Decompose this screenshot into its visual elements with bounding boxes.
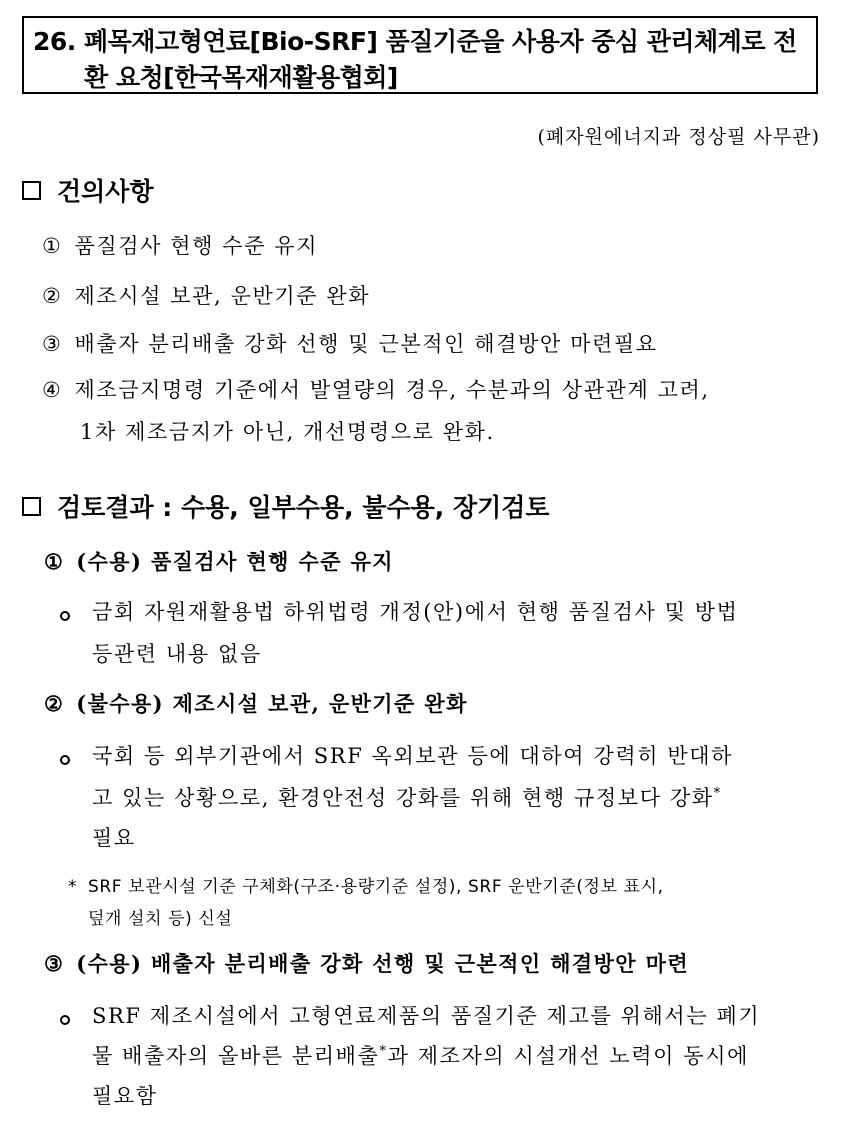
item-number: ②: [42, 284, 63, 308]
item-number: ③: [42, 332, 63, 356]
result-2-note-line-1: [68, 872, 664, 897]
result-1-bullet-line-2: 등관련 내용 없음: [92, 642, 262, 666]
review-heading: [22, 488, 550, 524]
proposal-item-text: 제조금지명령 기준에서 발열량의 경우, 수분과의 상관관계 고려,: [74, 378, 710, 402]
proposal-item-3: [42, 328, 658, 358]
result-2-bullet-line-2-text: 고 있는 상황으로, 환경안전성 강화를 위해 현행 규정보다 강화: [92, 786, 714, 810]
item-number: ①: [44, 549, 65, 574]
proposal-item-1: [42, 230, 318, 260]
result-2-bullet-line-2: [92, 782, 722, 812]
result-title-text: (수용) 배출자 분리배출 강화 선행 및 근본적인 해결방안 마련: [76, 951, 690, 976]
title-line-2: 환 요청[한국목재재활용협회]: [84, 63, 398, 92]
bullet-circle-icon: [60, 602, 70, 626]
item-number: ②: [44, 691, 65, 716]
item-number: ④: [42, 378, 63, 402]
proposal-heading-text: 건의사항: [57, 177, 154, 206]
checkbox-square-icon: [22, 181, 41, 200]
checkbox-square-icon: [22, 497, 41, 516]
title-line-1: 26. 폐목재고형연료[Bio-SRF] 품질기준을 사용자 중심 관리체계로 전: [33, 27, 797, 56]
review-result-3-title: [44, 948, 689, 978]
result-2-bullet-line-3: 필요: [92, 826, 136, 850]
result-title-text: (불수용) 제조시설 보관, 운반기준 완화: [76, 691, 468, 716]
result-1-bullet-line-1: 금회 자원재활용법 하위법령 개정(안)에서 현행 품질검사 및 방법: [92, 600, 739, 624]
footnote-marker: *: [713, 786, 722, 801]
result-3-bullet-line-2: [92, 1040, 749, 1070]
bullet-circle-icon: [60, 746, 70, 770]
review-heading-text: 검토결과 : 수용, 일부수용, 불수용, 장기검토: [57, 493, 550, 522]
proposal-item-text: 제조시설 보관, 운반기준 완화: [74, 284, 371, 308]
result-3-bullet-line-2b: 과 제조자의 시설개선 노력이 동시에: [387, 1044, 749, 1068]
result-3-bullet-line-1: SRF 제조시설에서 고형연료제품의 품질기준 제고를 위해서는 폐기: [92, 1004, 761, 1028]
result-2-bullet-line-1: 국회 등 외부기관에서 SRF 옥외보관 등에 대하여 강력히 반대하: [92, 744, 734, 768]
review-result-2-title: [44, 688, 468, 718]
note-star: *: [68, 877, 78, 897]
item-number: ①: [42, 234, 63, 258]
proposal-item-4-continuation: 1차 제조금지가 아닌, 개선명령으로 완화.: [80, 420, 495, 444]
proposal-item-4: [42, 374, 710, 404]
note-text: SRF 보관시설 기준 구체화(구조·용량기준 설정), SRF 운반기준(정보 표시,: [88, 877, 664, 897]
result-2-note-line-2: 덮개 설치 등) 신설: [88, 909, 233, 929]
author-line: (폐자원에너지과 정상필 사무관): [537, 126, 820, 148]
result-3-bullet-line-2a: 물 배출자의 올바른 분리배출: [92, 1044, 380, 1068]
title-box: [22, 16, 818, 94]
proposal-item-2: [42, 280, 370, 310]
proposal-item-text: 배출자 분리배출 강화 선행 및 근본적인 해결방안 마련필요: [74, 332, 658, 356]
review-result-1-title: [44, 546, 394, 576]
proposal-heading: [22, 172, 154, 208]
result-3-bullet-line-3: 필요함: [92, 1084, 158, 1108]
proposal-item-text: 품질검사 현행 수준 유지: [74, 234, 319, 258]
bullet-circle-icon: [60, 1006, 70, 1030]
footnote-marker: *: [379, 1044, 388, 1059]
result-title-text: (수용) 품질검사 현행 수준 유지: [76, 549, 394, 574]
item-number: ③: [44, 951, 65, 976]
